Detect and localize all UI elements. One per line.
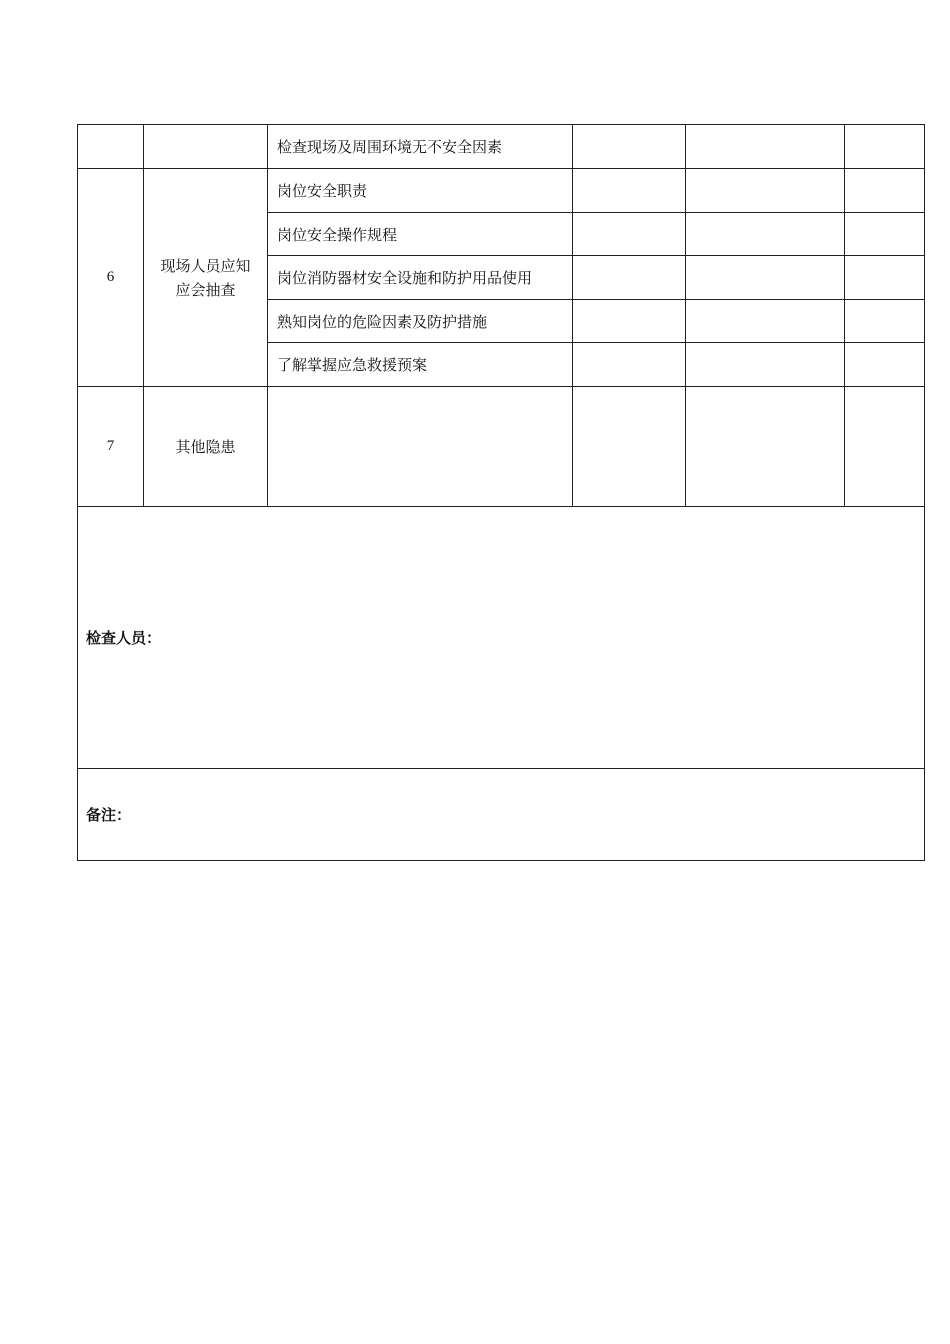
note-cell[interactable] [845, 387, 925, 507]
result-cell[interactable] [573, 169, 686, 213]
category-other-hazards: 其他隐患 [144, 387, 268, 507]
issue-cell[interactable] [686, 300, 845, 343]
table-row [78, 387, 925, 507]
item-number-6: 6 [78, 169, 144, 387]
result-cell[interactable] [573, 256, 686, 300]
result-cell[interactable] [573, 343, 686, 387]
check-item[interactable] [268, 387, 573, 507]
note-cell[interactable] [845, 169, 925, 213]
inspectors-row [78, 507, 925, 769]
result-cell[interactable] [573, 213, 686, 256]
note-cell[interactable] [845, 213, 925, 256]
table-row [78, 169, 925, 213]
inspectors-cell[interactable] [78, 507, 925, 769]
table-row [78, 125, 925, 169]
check-item: 检查现场及周围环境无不安全因素 [268, 125, 573, 169]
issue-cell[interactable] [686, 125, 845, 169]
note-cell[interactable] [845, 343, 925, 387]
result-cell[interactable] [573, 125, 686, 169]
remarks-row [78, 769, 925, 861]
inspectors-label: 检查人员： [86, 629, 162, 647]
issue-cell[interactable] [686, 256, 845, 300]
check-item: 岗位安全操作规程 [268, 213, 573, 256]
number-cell [78, 125, 144, 169]
issue-cell[interactable] [686, 387, 845, 507]
item-number-7: 7 [78, 387, 144, 507]
category-staff-knowledge [144, 169, 268, 387]
remarks-cell[interactable] [78, 769, 925, 861]
category-label: 现场人员应知应会抽查 [160, 256, 251, 299]
note-cell[interactable] [845, 256, 925, 300]
issue-cell[interactable] [686, 213, 845, 256]
check-item: 了解掌握应急救援预案 [268, 343, 573, 387]
check-item: 岗位安全职责 [268, 169, 573, 213]
issue-cell[interactable] [686, 343, 845, 387]
check-item: 岗位消防器材安全设施和防护用品使用 [268, 256, 573, 300]
issue-cell[interactable] [686, 169, 845, 213]
note-cell[interactable] [845, 125, 925, 169]
remarks-label: 备注： [86, 806, 132, 824]
note-cell[interactable] [845, 300, 925, 343]
result-cell[interactable] [573, 387, 686, 507]
category-cell [144, 125, 268, 169]
check-item: 熟知岗位的危险因素及防护措施 [268, 300, 573, 343]
inspection-table [77, 124, 925, 861]
result-cell[interactable] [573, 300, 686, 343]
